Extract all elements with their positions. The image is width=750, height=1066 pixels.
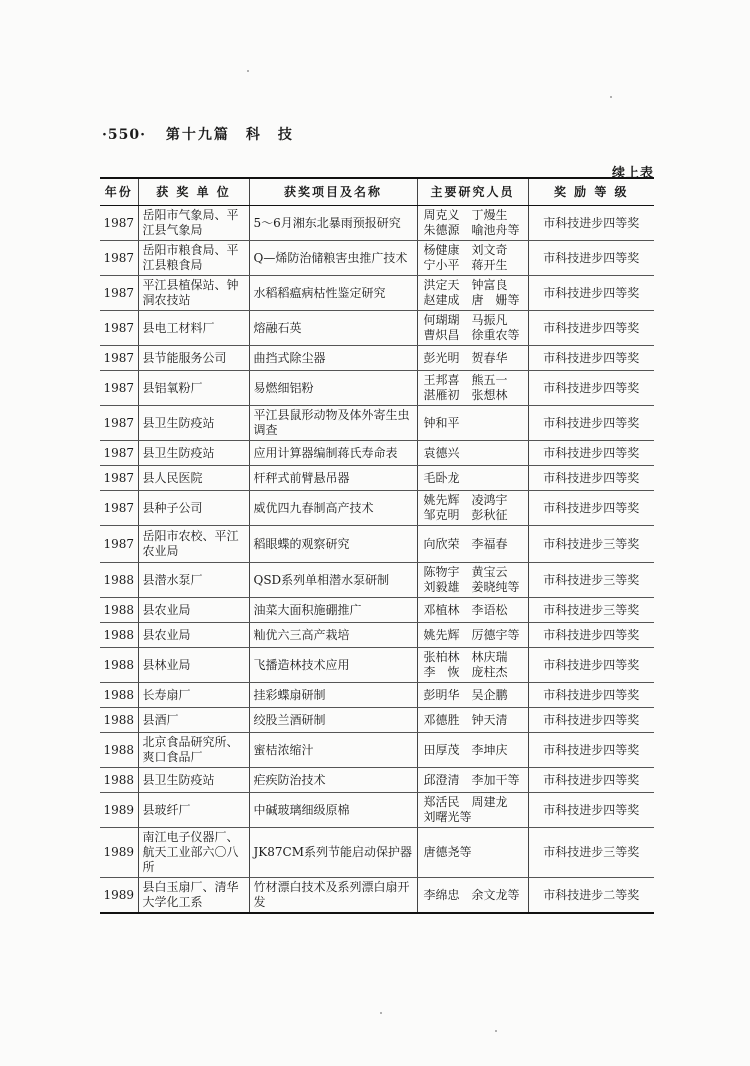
cell-award: 市科技进步四等奖 [528, 441, 654, 466]
cell-project: 疟疾防治技术 [249, 768, 417, 793]
cell-year: 1988 [100, 733, 138, 768]
cell-unit: 县电工材料厂 [138, 311, 249, 346]
cell-project: 易燃细铝粉 [249, 371, 417, 406]
cell-year: 1988 [100, 708, 138, 733]
table-row [100, 441, 654, 466]
cell-people: 田厚茂 李坤庆 [417, 733, 528, 768]
cell-year: 1987 [100, 526, 138, 563]
cell-award: 市科技进步四等奖 [528, 768, 654, 793]
scan-speck [380, 1012, 382, 1014]
cell-award: 市科技进步四等奖 [528, 276, 654, 311]
cell-award: 市科技进步三等奖 [528, 828, 654, 878]
cell-project: 威优四九春制高产技术 [249, 491, 417, 526]
table-row [100, 406, 654, 441]
cell-project: 熔融石英 [249, 311, 417, 346]
cell-award: 市科技进步四等奖 [528, 491, 654, 526]
table-row [100, 346, 654, 371]
cell-unit: 县潜水泵厂 [138, 563, 249, 598]
cell-unit: 县卫生防疫站 [138, 406, 249, 441]
cell-people: 陈物宇 黄宝云 刘毅雄 姜晓纯等 [417, 563, 528, 598]
cell-people: 唐德尧等 [417, 828, 528, 878]
cell-people: 向欣荣 李福春 [417, 526, 528, 563]
cell-unit: 县种子公司 [138, 491, 249, 526]
table-row [100, 793, 654, 828]
cell-project: JK87CM系列节能启动保护器 [249, 828, 417, 878]
cell-people: 周克义 丁熳生 朱德源 喻池舟等 [417, 206, 528, 241]
cell-award: 市科技进步四等奖 [528, 346, 654, 371]
table-row [100, 311, 654, 346]
column-header-award: 奖 励 等 级 [528, 178, 654, 206]
table-row [100, 708, 654, 733]
column-header-people: 主要研究人员 [417, 178, 528, 206]
cell-people: 郑活民 周建龙 刘曙光等 [417, 793, 528, 828]
cell-project: 挂彩蝶扇研制 [249, 683, 417, 708]
section-title: 第十九篇 科 技 [165, 127, 294, 143]
table-row [100, 563, 654, 598]
cell-people: 钟和平 [417, 406, 528, 441]
cell-unit: 县林业局 [138, 648, 249, 683]
cell-year: 1987 [100, 206, 138, 241]
cell-unit: 北京食品研究所、爽口食品厂 [138, 733, 249, 768]
table-row [100, 878, 654, 914]
cell-year: 1989 [100, 878, 138, 914]
cell-award: 市科技进步四等奖 [528, 241, 654, 276]
cell-unit: 县卫生防疫站 [138, 768, 249, 793]
cell-unit: 长寿扇厂 [138, 683, 249, 708]
cell-award: 市科技进步四等奖 [528, 683, 654, 708]
continued-label: 续上表 [611, 166, 654, 181]
cell-year: 1987 [100, 276, 138, 311]
cell-people: 邱澄清 李加干等 [417, 768, 528, 793]
cell-project: Q—烯防治储粮害虫推广技术 [249, 241, 417, 276]
table-row [100, 491, 654, 526]
cell-people: 彭光明 贺春华 [417, 346, 528, 371]
table-row [100, 828, 654, 878]
cell-project: 5～6月湘东北暴雨预报研究 [249, 206, 417, 241]
table-header [100, 178, 654, 206]
cell-year: 1987 [100, 241, 138, 276]
scan-speck [610, 96, 612, 98]
cell-project: 飞播造林技术应用 [249, 648, 417, 683]
cell-project: 杆秤式前臂悬吊器 [249, 466, 417, 491]
table-row [100, 733, 654, 768]
cell-unit: 县玻纤厂 [138, 793, 249, 828]
cell-year: 1987 [100, 441, 138, 466]
column-header-unit: 获 奖 单 位 [138, 178, 249, 206]
cell-people: 毛卧龙 [417, 466, 528, 491]
cell-unit: 县农业局 [138, 623, 249, 648]
cell-award: 市科技进步三等奖 [528, 598, 654, 623]
table-row [100, 371, 654, 406]
cell-project: 油菜大面积施硼推广 [249, 598, 417, 623]
cell-year: 1989 [100, 793, 138, 828]
page-number: ·550· [102, 127, 146, 143]
cell-project: 水稻稻瘟病枯性鉴定研究 [249, 276, 417, 311]
cell-people: 洪定天 钟富良 赵建成 唐 姗等 [417, 276, 528, 311]
scan-speck [495, 1030, 497, 1032]
cell-award: 市科技进步四等奖 [528, 708, 654, 733]
cell-project: 中碱玻璃细级原棉 [249, 793, 417, 828]
cell-unit: 平江县植保站、钟洞农技站 [138, 276, 249, 311]
cell-year: 1987 [100, 371, 138, 406]
table-row [100, 683, 654, 708]
cell-year: 1988 [100, 683, 138, 708]
cell-people: 张柏林 林庆瑞 李 恢 庞柱杰 [417, 648, 528, 683]
cell-project: 稻眼蝶的观察研究 [249, 526, 417, 563]
cell-project: 蜜桔浓缩汁 [249, 733, 417, 768]
cell-year: 1987 [100, 311, 138, 346]
cell-people: 姚先辉 厉德宇等 [417, 623, 528, 648]
cell-unit: 县铝氧粉厂 [138, 371, 249, 406]
awards-table [100, 177, 654, 914]
cell-project: 平江县鼠形动物及体外寄生虫调查 [249, 406, 417, 441]
cell-unit: 县人民医院 [138, 466, 249, 491]
cell-year: 1988 [100, 648, 138, 683]
cell-year: 1988 [100, 768, 138, 793]
cell-unit: 县农业局 [138, 598, 249, 623]
table-row [100, 598, 654, 623]
cell-project: 应用计算器编制蒋氏寿命表 [249, 441, 417, 466]
cell-unit: 岳阳市气象局、平江县气象局 [138, 206, 249, 241]
table-row [100, 206, 654, 241]
table-row [100, 276, 654, 311]
cell-project: 曲挡式除尘器 [249, 346, 417, 371]
cell-people: 邓德胜 钟天清 [417, 708, 528, 733]
cell-project: 竹材漂白技术及系列漂白扇开发 [249, 878, 417, 914]
column-header-project: 获奖项目及名称 [249, 178, 417, 206]
cell-unit: 南江电子仪器厂、航天工业部六〇八所 [138, 828, 249, 878]
table-row [100, 768, 654, 793]
cell-award: 市科技进步三等奖 [528, 563, 654, 598]
cell-award: 市科技进步四等奖 [528, 623, 654, 648]
table-body [100, 206, 654, 914]
cell-award: 市科技进步四等奖 [528, 648, 654, 683]
cell-award: 市科技进步四等奖 [528, 406, 654, 441]
cell-year: 1987 [100, 466, 138, 491]
cell-people: 邓植林 李语松 [417, 598, 528, 623]
table-row [100, 648, 654, 683]
cell-unit: 县卫生防疫站 [138, 441, 249, 466]
table-row [100, 623, 654, 648]
cell-award: 市科技进步四等奖 [528, 733, 654, 768]
cell-unit: 县节能服务公司 [138, 346, 249, 371]
cell-unit: 岳阳市农校、平江农业局 [138, 526, 249, 563]
cell-award: 市科技进步四等奖 [528, 311, 654, 346]
cell-year: 1988 [100, 623, 138, 648]
column-header-year: 年份 [100, 178, 138, 206]
cell-year: 1987 [100, 491, 138, 526]
cell-year: 1989 [100, 828, 138, 878]
cell-award: 市科技进步四等奖 [528, 206, 654, 241]
page-header [102, 124, 294, 144]
cell-people: 何瑚瑚 马振凡 曹炽昌 徐重农等 [417, 311, 528, 346]
cell-unit: 岳阳市粮食局、平江县粮食局 [138, 241, 249, 276]
cell-project: 绞股兰酒研制 [249, 708, 417, 733]
cell-award: 市科技进步三等奖 [528, 526, 654, 563]
cell-year: 1988 [100, 598, 138, 623]
cell-project: 籼优六三高产栽培 [249, 623, 417, 648]
cell-people: 袁德兴 [417, 441, 528, 466]
cell-people: 姚先辉 凌鸿宇 邹克明 彭秋征 [417, 491, 528, 526]
cell-unit: 县白玉扇厂、清华大学化工系 [138, 878, 249, 914]
cell-people: 杨健康 刘文奇 宁小平 蒋开生 [417, 241, 528, 276]
cell-people: 李绵忠 余文龙等 [417, 878, 528, 914]
cell-award: 市科技进步四等奖 [528, 793, 654, 828]
table-row [100, 241, 654, 276]
cell-award: 市科技进步四等奖 [528, 371, 654, 406]
cell-award: 市科技进步四等奖 [528, 466, 654, 491]
cell-award: 市科技进步二等奖 [528, 878, 654, 914]
cell-year: 1988 [100, 563, 138, 598]
cell-year: 1987 [100, 346, 138, 371]
table-row [100, 526, 654, 563]
table-row [100, 466, 654, 491]
cell-people: 王邦喜 熊五一 湛雁初 张想林 [417, 371, 528, 406]
cell-unit: 县酒厂 [138, 708, 249, 733]
cell-year: 1987 [100, 406, 138, 441]
cell-people: 彭明华 吴企鹏 [417, 683, 528, 708]
cell-project: QSD系列单相潜水泵研制 [249, 563, 417, 598]
scan-speck [247, 70, 249, 72]
